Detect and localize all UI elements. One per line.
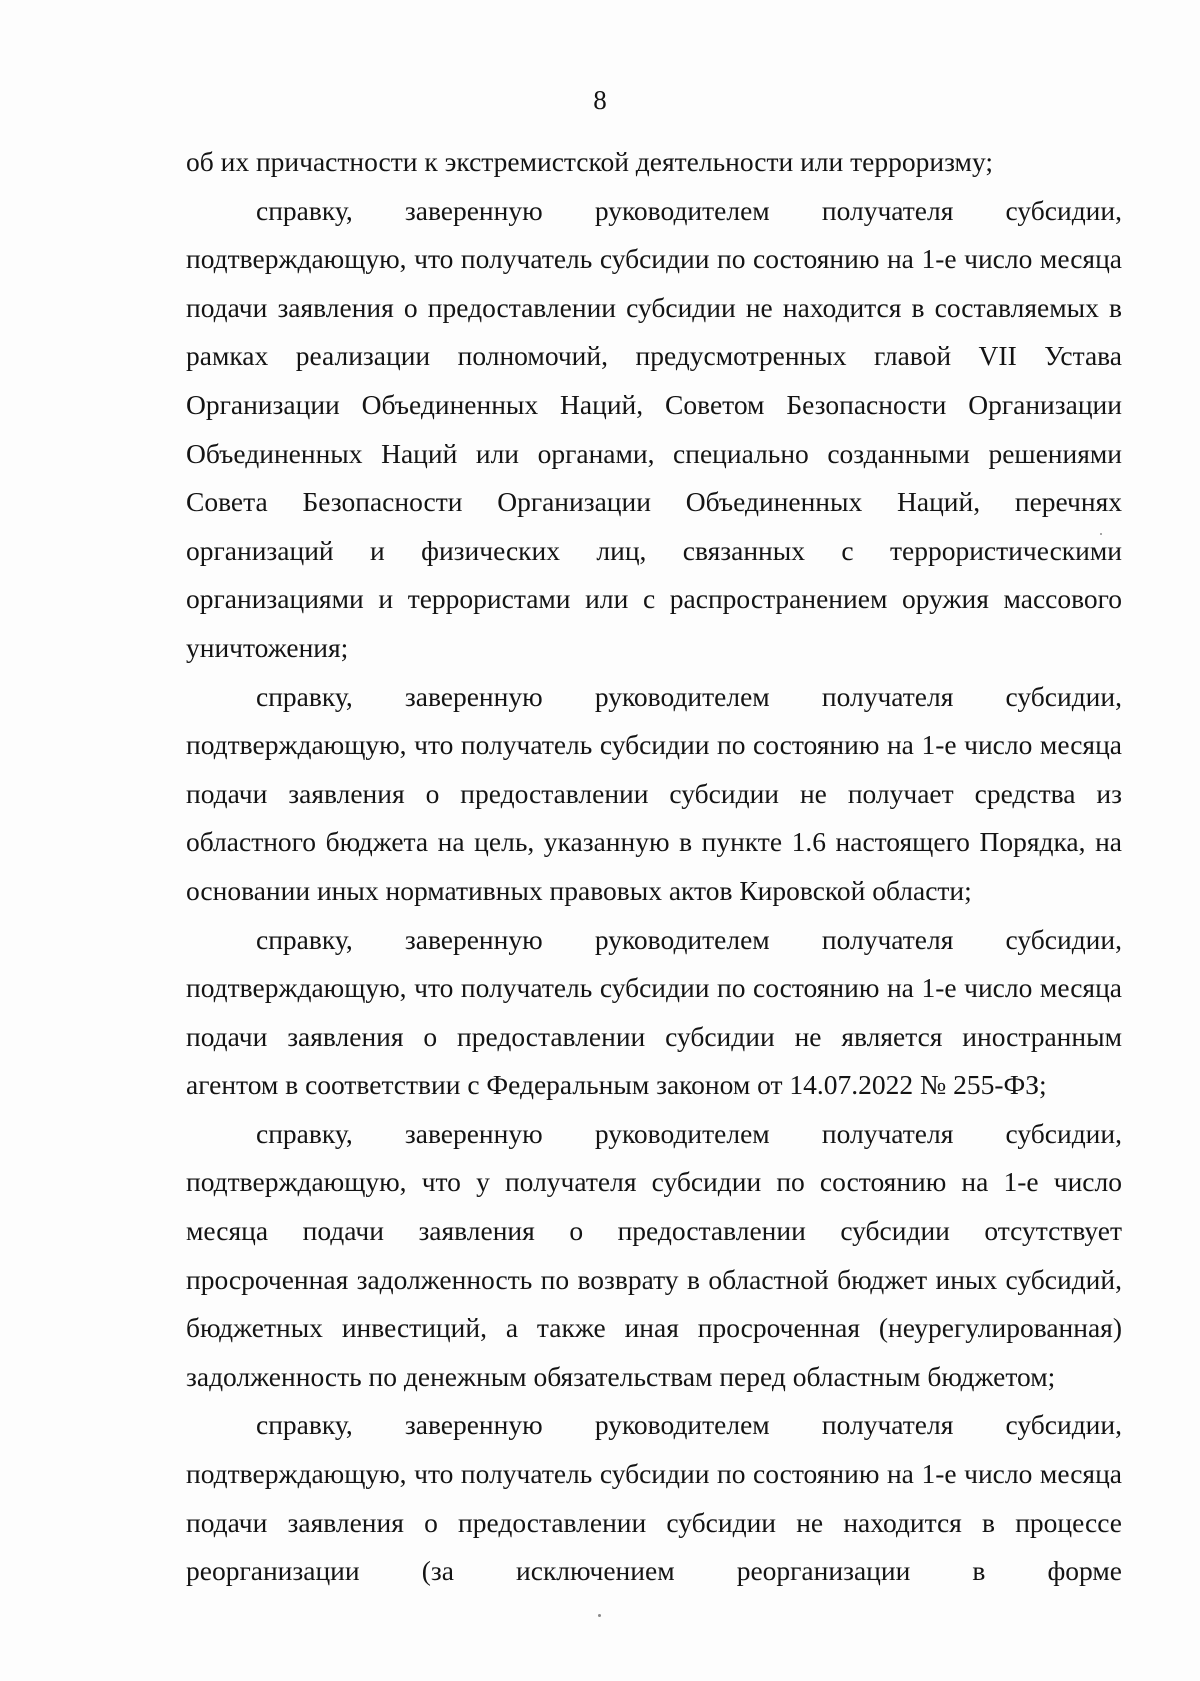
scan-speck (1100, 533, 1102, 535)
paragraph-continuation: об их причастности к экстремистской деятельности или терроризму; (186, 146, 993, 177)
page-number: 8 (593, 85, 607, 115)
scan-speck (598, 1614, 601, 1617)
paragraph-no-reorganization-certificate: справку, заверенную руководителем получателя субсидии, подтверждающую, что получатель субсидии по состоянию на 1-е число месяца подачи заявления о предоставлении субсидии не находится в процессе реорганизации (за исключением реорганизации в форме (186, 1409, 1122, 1587)
paragraph-no-budget-funds-certificate: справку, заверенную руководителем получателя субсидии, подтверждающую, что получатель субсидии по состоянию на 1-е число месяца подачи заявления о предоставлении субсидии не получает средства из областного бюджета на цель, указанную в пункте 1.6 настоящего Порядка, на основании иных нормативных правовых актов Кировской области; (186, 680, 1122, 906)
paragraph-terrorist-list-certificate: справку, заверенную руководителем получателя субсидии, подтверждающую, что получатель субсидии по состоянию на 1-е число месяца подачи заявления о предоставлении субсидии не находится в составляемых в рамках реализации полномочий, предусмотренных главой VII Устава Организации Объединенных Наций, Советом Безопасности Организации Объединенных Наций или органами, специально созданными решениями Совета Безопасности Организации Объединенных Наций, перечнях организаций и физических лиц, связанных с террористическими организациями и террористами или с распространением оружия массового уничтожения; (186, 194, 1122, 663)
document-body (186, 138, 1122, 1596)
paragraph-no-overdue-debt-certificate: справку, заверенную руководителем получателя субсидии, подтверждающую, что у получателя субсидии по состоянию на 1-е число месяца подачи заявления о предоставлении субсидии отсутствует просроченная задолженность по возврату в областной бюджет иных субсидий, бюджетных инвестиций, а также иная просроченная (неурегулированная) задолженность по денежным обязательствам перед областным бюджетом; (186, 1117, 1122, 1392)
paragraph-foreign-agent-certificate: справку, заверенную руководителем получателя субсидии, подтверждающую, что получатель субсидии по состоянию на 1-е число месяца подачи заявления о предоставлении субсидии не является иностранным агентом в соответствии с Федеральным законом от 14.07.2022 № 255-ФЗ; (186, 923, 1122, 1101)
